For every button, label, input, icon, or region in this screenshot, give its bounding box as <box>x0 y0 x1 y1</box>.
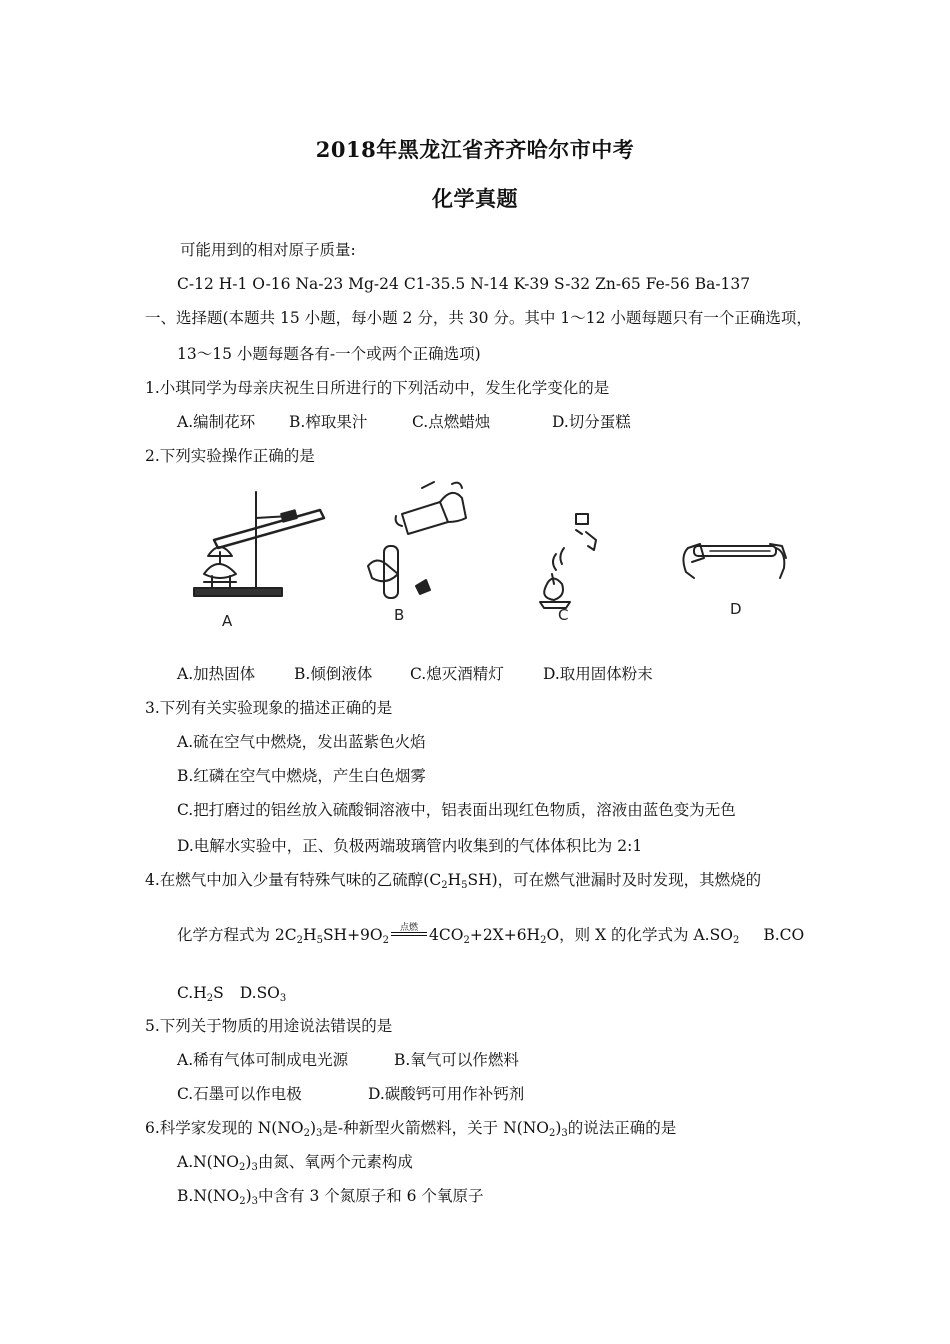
q2-option-b: B.倾倒液体 <box>294 665 373 683</box>
q5-option-a: A.稀有气体可制成电光源 <box>177 1051 349 1069</box>
section-heading: 一、选择题(本题共 15 小题，每小题 2 分，共 30 分。其中 1～12 小题每题只有一个正确选项， <box>145 309 812 327</box>
figure-d-solid-powder <box>683 544 786 578</box>
figure-a-heating-solid <box>194 492 324 596</box>
q5-stem: 5.下列关于物质的用途说法错误的是 <box>145 1017 393 1035</box>
q4-stem: 4.在燃气中加入少量有特殊气味的乙硫醇$(C_2H_5SH)$，可在燃气泄漏时及时发现，其燃烧的 <box>145 871 762 891</box>
page-subtitle: 化学真题 <box>432 186 518 211</box>
q2-options <box>177 664 653 684</box>
figure-label-a: A <box>222 612 233 628</box>
q4-option-c: $C.H_2S$ <box>177 984 224 1004</box>
figure-c-alcohol-lamp <box>540 514 596 608</box>
page-title: 2018年黑龙江省齐齐哈尔市中考 <box>315 137 635 162</box>
q6-stem: 6.科学家发现的 $N(NO_2)_3$是-种新型火箭燃料，关于 $N(NO_2)_3$的说法正确的是 <box>145 1119 677 1139</box>
q5-option-b: B.氧气可以作燃料 <box>394 1051 519 1069</box>
atomic-intro: 可能用到的相对原子质量: <box>180 241 356 259</box>
figure-label-d: D <box>730 600 742 618</box>
q1-option-d: D.切分蛋糕 <box>552 413 631 431</box>
q1-option-c: C.点燃蜡烛 <box>412 413 491 431</box>
q3-option-b: B.红磷在空气中燃烧，产生白色烟雾 <box>177 767 426 785</box>
q4-option-d: $D.SO_3$ <box>239 984 287 1004</box>
reaction-condition-arrow: 点燃 <box>389 924 429 942</box>
lab-operations-figure <box>190 478 790 628</box>
q3-option-a: A.硫在空气中燃烧，发出蓝紫色火焰 <box>177 733 426 751</box>
q5-options-cd <box>177 1084 524 1104</box>
q2-option-a: A.加热固体 <box>177 665 256 683</box>
q1-options <box>177 412 631 432</box>
atomic-masses: C-12 H-1 O-16 Na-23 Mg-24 C1-35.5 N-14 K-39 S-32 Zn-65 Fe-56 Ba-137 <box>177 275 751 293</box>
section-heading-cont: 13～15 小题每题各有-一个或两个正确选项) <box>177 345 481 363</box>
q3-stem: 3.下列有关实验现象的描述正确的是 <box>145 699 393 717</box>
q2-option-d: D.取用固体粉末 <box>543 665 653 683</box>
q3-option-d: D.电解水实验中，正、负极两端玻璃管内收集到的气体体积比为 2:1 <box>177 837 643 855</box>
q4-option-b: B.CO <box>763 926 805 944</box>
figure-label-c: C <box>558 606 569 624</box>
q5-option-d: D.碳酸钙可用作补钙剂 <box>368 1085 525 1103</box>
q1-stem: 1.小琪同学为母亲庆祝生日所进行的下列活动中，发生化学变化的是 <box>145 379 610 397</box>
q4-equation: 化学方程式为 $2C_2H_5SH+9O_2$ 点燃 $4CO_2+2X+6H_2O$，则 X 的化学式为 $A.SO_2$ B.CO <box>177 923 805 946</box>
q6-option-a: $A.N(NO_2)_3$由氮、氧两个元素构成 <box>177 1153 413 1173</box>
figure-label-b: B <box>394 606 405 624</box>
q4-options-cd <box>177 983 286 1003</box>
figure-b-pouring-liquid <box>368 482 466 598</box>
q5-options-ab <box>177 1050 519 1070</box>
q5-option-c: C.石墨可以作电极 <box>177 1085 302 1103</box>
q6-option-b: $B.N(NO_2)_3$中含有 3 个氮原子和 6 个氧原子 <box>177 1187 484 1207</box>
q2-option-c: C.熄灭酒精灯 <box>410 665 504 683</box>
q3-option-c: C.把打磨过的铝丝放入硫酸铜溶液中，铝表面出现红色物质，溶液由蓝色变为无色 <box>177 801 736 819</box>
q2-stem: 2.下列实验操作正确的是 <box>145 447 315 465</box>
q1-option-b: B.榨取果汁 <box>289 413 368 431</box>
q1-option-a: A.编制花环 <box>177 413 256 431</box>
